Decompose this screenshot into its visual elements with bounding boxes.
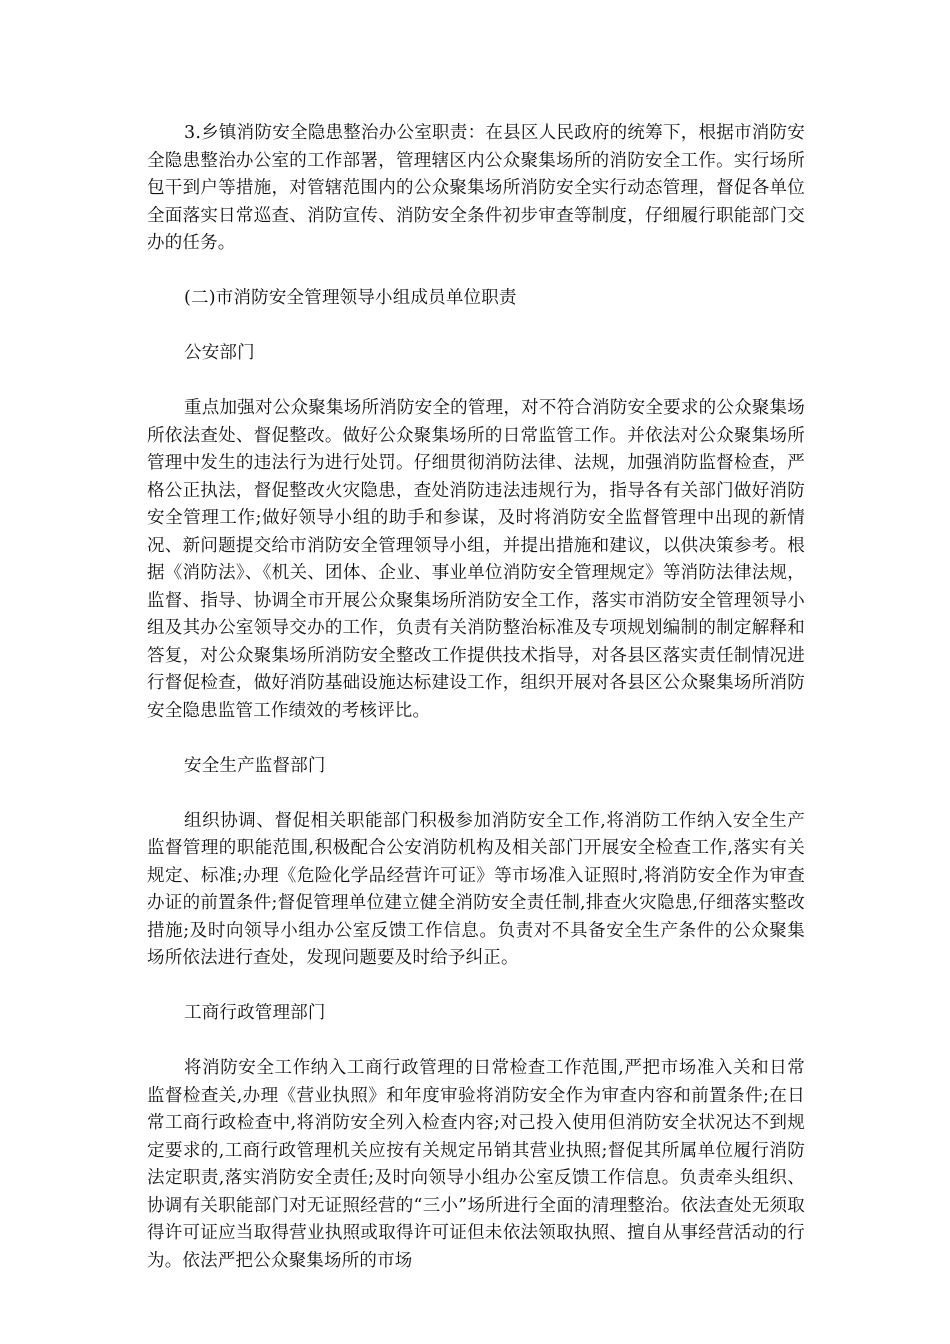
para-work-safety: 组织协调、督促相关职能部门积极参加消防安全工作,将消防工作纳入安全生产监督管理的职能范围,积极配合公安消防机构及相关部门开展安全检查工作,落实有关规定、标准;办理《危险化学品经营许可证》等市场准入证照时,将消防安全作为审查办证的前置条件;督促管理单位建立健全消防安全责任制,排查火灾隐患,仔细落实整改措施;及时向领导小组办公室反馈工作信息。负责对不具备安全生产条件的公众聚集场所依法进行查处，发现问题要及时给予纠正。 [147, 810, 805, 968]
heading-industry-commerce: 工商行政管理部门 [184, 1003, 326, 1023]
para-township-office: 3.乡镇消防安全隐患整治办公室职责：在县区人民政府的统筹下，根据市消防安全隐患整治办公室的工作部署，管理辖区内公众聚集场所的消防安全工作。实行场所包干到户等措施，对管辖范围内的公众聚集场所消防安全实行动态管理，督促各单位全面落实日常巡查、消防宣传、消防安全条件初步审查等制度，仔细履行职能部门交办的任务。 [147, 123, 805, 253]
para-public-security: 重点加强对公众聚集场所消防安全的管理，对不符合消防安全要求的公众聚集场所依法查处、督促整改。做好公众聚集场所的日常监管工作。并依法对公众聚集场所管理中发生的违法行为进行处罚。仔细贯彻消防法律、法规，加强消防监督检查，严格公正执法，督促整改火灾隐患，查处消防违法违规行为，指导各有关部门做好消防安全管理工作;做好领导小组的助手和参谋，及时将消防安全监督管理中出现的新情况、新问题提交给市消防安全管理领导小组，并提出措施和建议，以供决策参考。根据《消防法》、《机关、团体、企业、事业单位消防安全管理规定》等消防法律法规，监督、指导、协调全市开展公众聚集场所消防安全工作，落实市消防安全管理领导小组及其办公室领导交办的工作，负责有关消防整治标准及专项规划编制的制定解释和答复，对公众聚集场所消防安全整改工作提供技术指导，对各县区落实责任制情况进行督促检查，做好消防基础设施达标建设工作，组织开展对各县区公众聚集场所消防安全隐患监管工作绩效的考核评比。 [147, 398, 805, 721]
heading-public-security: 公安部门 [184, 343, 255, 363]
document-body [147, 120, 805, 1303]
heading-work-safety: 安全生产监督部门 [184, 755, 326, 776]
section-heading-member-units: (二)市消防安全管理领导小组成员单位职责 [184, 288, 517, 308]
para-industry-commerce: 将消防安全工作纳入工商行政管理的日常检查工作范围,严把市场准入关和日常监督检查关,办理《营业执照》和年度审验将消防安全作为审查内容和前置条件;在日常工商行政检查中,将消防安全列入检查内容;对己投入使用但消防安全状况达不到规定要求的,工商行政管理机关应按有关规定吊销其营业执照;督促其所属单位履行消防法定职责,落实消防安全责任;及时向领导小组办公室反馈工作信息。负责牵头组织、协调有关职能部门对无证照经营的“三小”场所进行全面的清理整治。依法查处无须取得许可证应当取得营业执照或取得许可证但未依法领取执照、擅自从事经营活动的行为。依法严把公众聚集场所的市场 [147, 1058, 805, 1271]
